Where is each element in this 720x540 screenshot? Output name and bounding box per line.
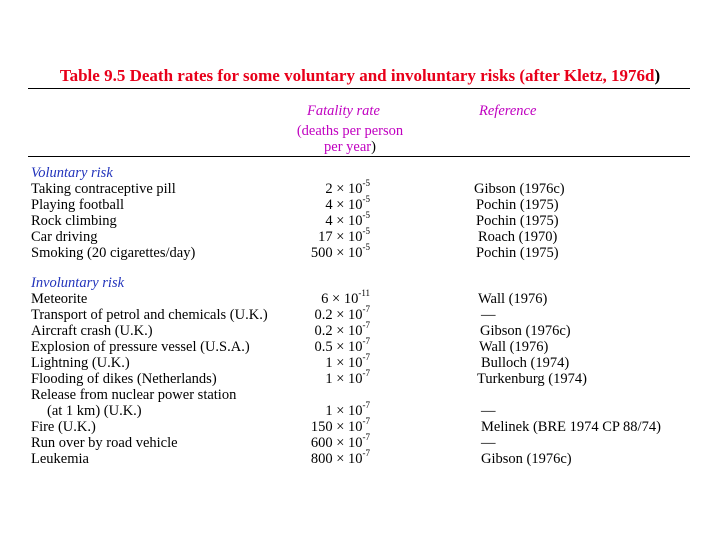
reference: Wall (1976) [478,291,548,307]
risk-label: Car driving [31,229,98,245]
fatality-rate: $0.2 \times 10^{-7}$ [314,304,370,323]
risk-label: Lightning (U.K.) [31,355,130,371]
reference: Melinek (BRE 1974 CP 88/74) [481,419,661,435]
risk-label: Release from nuclear power station [31,387,237,403]
reference: Gibson (1976c) [480,323,571,339]
risk-label: Rock climbing [31,213,117,229]
table-row [0,448,720,467]
risk-label: Fire (U.K.) [31,419,96,435]
fatality-rate: $0.2 \times 10^{-7}$ [314,320,370,339]
fatality-rate: $1 \times 10^{-7}$ [325,352,370,371]
table-row [0,242,720,261]
table-row [0,432,720,451]
table-title [0,66,720,86]
risk-label: Playing football [31,197,125,213]
fatality-rate: $17 \times 10^{-5}$ [318,226,370,245]
risk-label: Taking contraceptive pill [31,181,176,197]
units-header-close: ) [371,139,376,155]
fatality-rate: $6 \times 10^{-11}$ [321,288,370,307]
fatality-rate: $1 \times 10^{-7}$ [325,400,370,419]
table-row [0,304,720,323]
table-row [0,288,720,307]
fatality-rate: $0.5 \times 10^{-7}$ [314,336,370,355]
risk-label: Meteorite [31,291,88,307]
table-row [0,387,720,403]
voluntary-section-heading: Voluntary risk [31,165,113,181]
table-row [0,336,720,355]
table-row [0,320,720,339]
reference: Gibson (1976c) [474,181,565,197]
fatality-rate: $600 \times 10^{-7}$ [310,432,370,451]
fatality-rate: $4 \times 10^{-5}$ [325,210,370,229]
risk-label: Flooding of dikes (Netherlands) [31,371,217,387]
involuntary-section-heading: Involuntary risk [31,275,125,291]
fatality-rate: $150 \times 10^{-7}$ [310,416,370,435]
fatality-rate: $800 \times 10^{-7}$ [310,448,370,467]
risk-label: Transport of petrol and chemicals (U.K.) [31,307,268,323]
header-rule [28,156,690,157]
reference-header: Reference [479,103,537,119]
reference: — [481,403,496,419]
reference: Gibson (1976c) [481,451,572,467]
risk-label: Aircraft crash (U.K.) [31,323,153,339]
reference: — [481,435,496,451]
units-header-line2 [280,139,420,156]
fatality-rate: $4 \times 10^{-5}$ [325,194,370,213]
table-row [0,352,720,371]
table-row [0,416,720,435]
risk-label: Explosion of pressure vessel (U.S.A.) [31,339,250,355]
risk-label: Smoking (20 cigarettes/day) [31,245,196,261]
reference: Bulloch (1974) [481,355,570,371]
top-rule [28,88,690,89]
fatality-rate: $1 \times 10^{-7}$ [325,368,370,387]
table-row [0,210,720,229]
table-title-close: ) [654,66,661,85]
table-row [0,400,720,419]
table-title-text: Table 9.5 Death rates for some voluntary and involuntary risks (after Kletz, 1976d [59,66,655,85]
risk-label: Run over by road vehicle [31,435,178,451]
reference: Pochin (1975) [476,197,559,213]
fatality-rate: $500 \times 10^{-5}$ [310,242,370,261]
reference: Wall (1976) [479,339,549,355]
risk-label: (at 1 km) (U.K.) [47,403,142,419]
table-row [0,226,720,245]
reference: Pochin (1975) [476,245,559,261]
reference: — [481,307,496,323]
fatality-rate: $2 \times 10^{-5}$ [325,178,370,197]
reference: Turkenburg (1974) [477,371,587,387]
units-header-line2-text: per year [324,139,372,155]
reference: Roach (1970) [478,229,558,245]
units-header-line1: (deaths per person [296,123,404,139]
table-row [0,178,720,197]
table-row [0,194,720,213]
reference: Pochin (1975) [476,213,559,229]
risk-label: Leukemia [31,451,89,467]
table-row [0,368,720,387]
fatality-rate-header: Fatality rate [307,103,380,119]
